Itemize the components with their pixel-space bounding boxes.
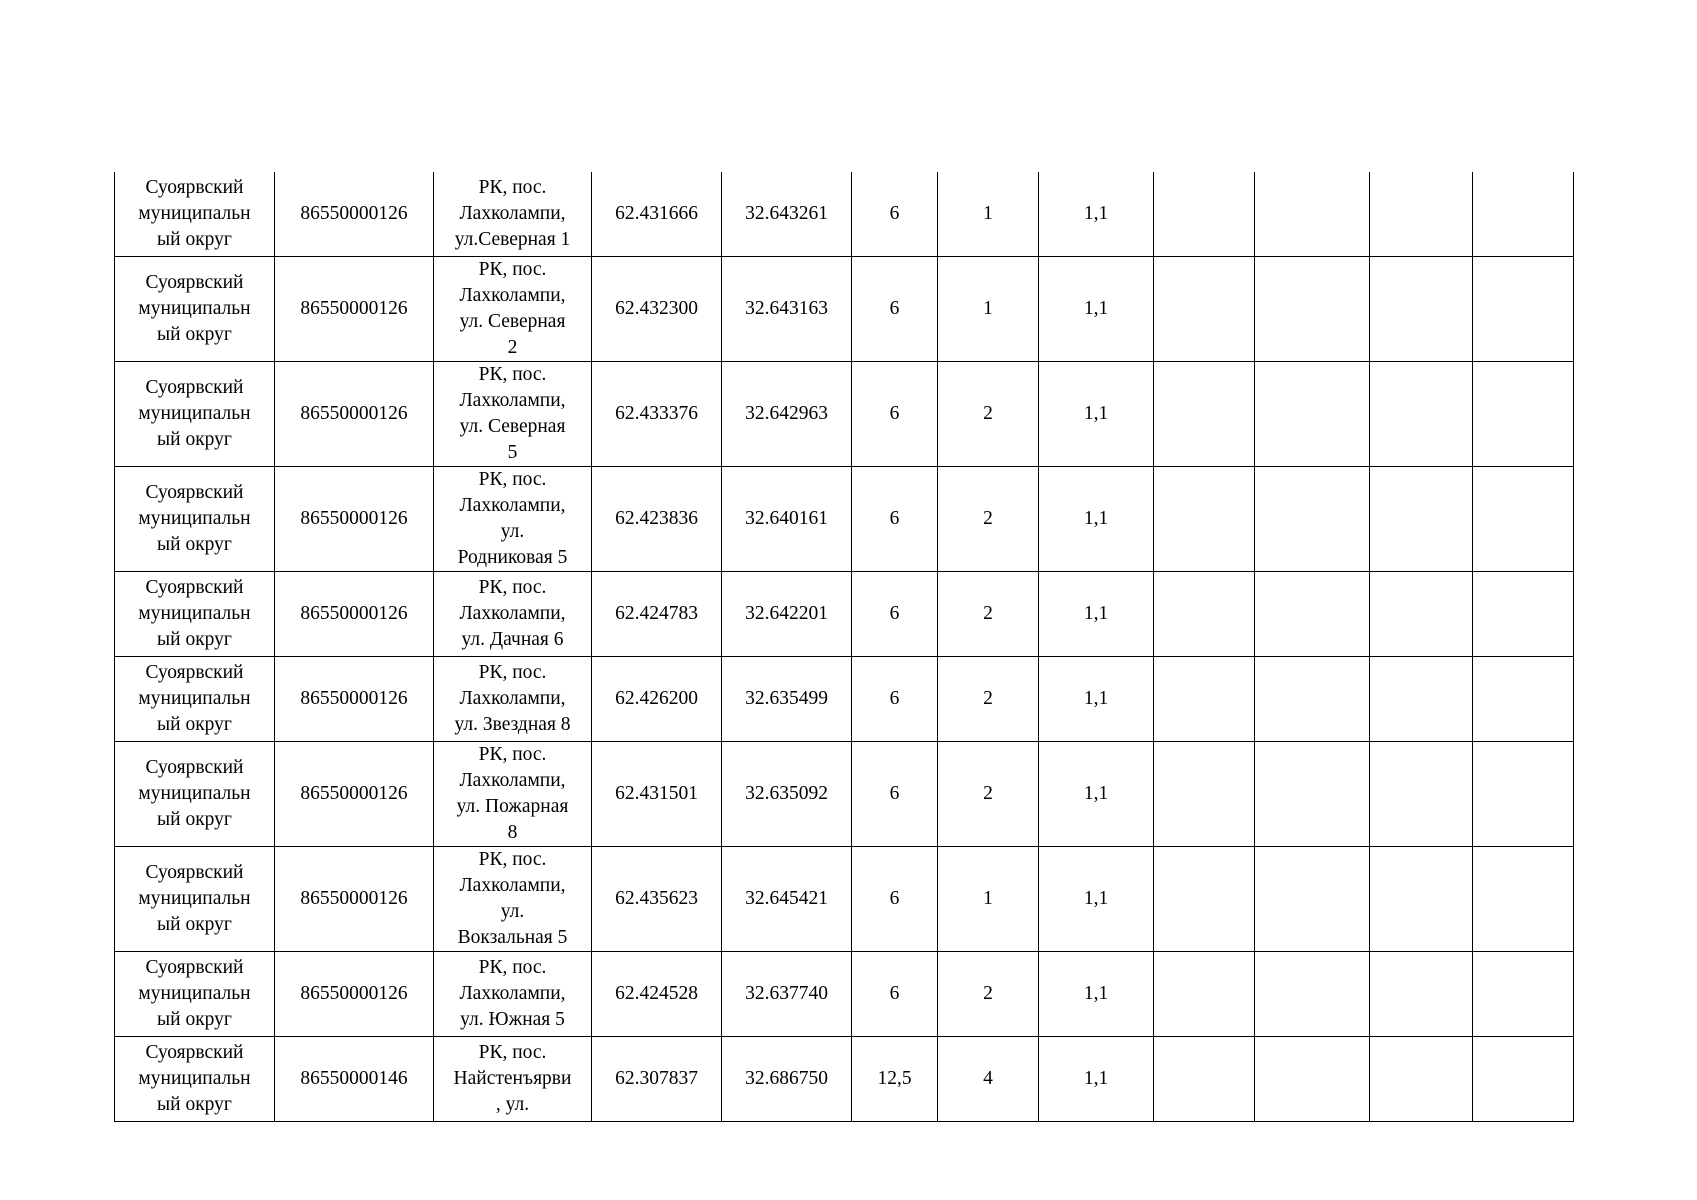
empty-cell bbox=[1255, 466, 1370, 571]
container-volume-cell-text: 1,1 bbox=[1083, 982, 1109, 1004]
oktmo-cell bbox=[275, 846, 434, 951]
empty-cell bbox=[1370, 361, 1473, 466]
longitude-cell bbox=[722, 466, 852, 571]
oktmo-cell-text: 86550000126 bbox=[300, 887, 408, 909]
table-row bbox=[115, 361, 1574, 466]
empty-cell bbox=[1154, 1036, 1255, 1121]
table-row bbox=[115, 571, 1574, 656]
district-cell-text: Суоярвский муниципальн ый округ bbox=[138, 271, 251, 345]
district-cell-text: Суоярвский муниципальн ый округ bbox=[138, 481, 251, 555]
container-count-cell bbox=[938, 741, 1039, 846]
area-cell bbox=[852, 656, 938, 741]
oktmo-cell-text: 86550000126 bbox=[300, 402, 408, 424]
empty-cell bbox=[1255, 951, 1370, 1036]
table-row bbox=[115, 951, 1574, 1036]
oktmo-cell-text: 86550000126 bbox=[300, 982, 408, 1004]
container-count-cell-text: 2 bbox=[983, 782, 993, 804]
address-cell bbox=[434, 256, 592, 361]
oktmo-cell-text: 86550000146 bbox=[300, 1067, 408, 1089]
district-cell bbox=[115, 741, 275, 846]
latitude-cell bbox=[592, 256, 722, 361]
empty-cell bbox=[1473, 951, 1574, 1036]
table-row bbox=[115, 846, 1574, 951]
district-cell bbox=[115, 951, 275, 1036]
district-cell bbox=[115, 1036, 275, 1121]
container-volume-cell bbox=[1039, 571, 1154, 656]
longitude-cell-text: 32.635499 bbox=[745, 687, 828, 709]
oktmo-cell bbox=[275, 256, 434, 361]
latitude-cell-text: 62.424783 bbox=[615, 602, 698, 624]
district-cell-text: Суоярвский муниципальн ый округ bbox=[138, 576, 251, 650]
longitude-cell bbox=[722, 951, 852, 1036]
waste-sites-table bbox=[114, 172, 1574, 1122]
table-row bbox=[115, 466, 1574, 571]
area-cell bbox=[852, 466, 938, 571]
longitude-cell-text: 32.642963 bbox=[745, 402, 828, 424]
latitude-cell bbox=[592, 1036, 722, 1121]
container-count-cell-text: 2 bbox=[983, 687, 993, 709]
latitude-cell bbox=[592, 361, 722, 466]
district-cell bbox=[115, 256, 275, 361]
area-cell-text: 12,5 bbox=[877, 1067, 912, 1089]
district-cell-text: Суоярвский муниципальн ый округ bbox=[138, 1041, 251, 1115]
container-count-cell-text: 4 bbox=[983, 1067, 993, 1089]
oktmo-cell bbox=[275, 172, 434, 256]
empty-cell bbox=[1154, 741, 1255, 846]
container-count-cell bbox=[938, 846, 1039, 951]
container-count-cell-text: 2 bbox=[983, 602, 993, 624]
district-cell-text: Суоярвский муниципальн ый округ bbox=[138, 376, 251, 450]
longitude-cell bbox=[722, 571, 852, 656]
address-cell-text: РК, пос. Лахколампи, ул. Северная 5 bbox=[459, 363, 566, 463]
longitude-cell-text: 32.642201 bbox=[745, 602, 828, 624]
latitude-cell-text: 62.435623 bbox=[615, 887, 698, 909]
oktmo-cell-text: 86550000126 bbox=[300, 782, 408, 804]
district-cell bbox=[115, 466, 275, 571]
oktmo-cell bbox=[275, 1036, 434, 1121]
district-cell-text: Суоярвский муниципальн ый округ bbox=[138, 661, 251, 735]
empty-cell bbox=[1255, 1036, 1370, 1121]
longitude-cell-text: 32.686750 bbox=[745, 1067, 828, 1089]
table-row bbox=[115, 1036, 1574, 1121]
area-cell-text: 6 bbox=[889, 687, 900, 709]
oktmo-cell bbox=[275, 571, 434, 656]
longitude-cell-text: 32.640161 bbox=[745, 507, 828, 529]
container-count-cell-text: 2 bbox=[983, 507, 993, 529]
longitude-cell bbox=[722, 656, 852, 741]
address-cell-text: РК, пос. Лахколампи, ул. Вокзальная 5 bbox=[457, 848, 568, 948]
address-cell-text: РК, пос. Лахколампи, ул. Северная 2 bbox=[459, 258, 566, 358]
address-cell bbox=[434, 846, 592, 951]
district-cell bbox=[115, 172, 275, 256]
oktmo-cell bbox=[275, 466, 434, 571]
latitude-cell-text: 62.431501 bbox=[615, 782, 698, 804]
oktmo-cell bbox=[275, 951, 434, 1036]
empty-cell bbox=[1473, 846, 1574, 951]
area-cell bbox=[852, 361, 938, 466]
empty-cell bbox=[1255, 571, 1370, 656]
empty-cell bbox=[1255, 846, 1370, 951]
district-cell-text: Суоярвский муниципальн ый округ bbox=[138, 176, 251, 250]
container-count-cell bbox=[938, 466, 1039, 571]
latitude-cell bbox=[592, 951, 722, 1036]
longitude-cell bbox=[722, 172, 852, 256]
longitude-cell bbox=[722, 846, 852, 951]
empty-cell bbox=[1255, 256, 1370, 361]
empty-cell bbox=[1370, 846, 1473, 951]
empty-cell bbox=[1255, 741, 1370, 846]
table-row bbox=[115, 256, 1574, 361]
latitude-cell-text: 62.307837 bbox=[615, 1067, 698, 1089]
empty-cell bbox=[1473, 466, 1574, 571]
container-volume-cell-text: 1,1 bbox=[1083, 1067, 1109, 1089]
container-volume-cell bbox=[1039, 951, 1154, 1036]
latitude-cell bbox=[592, 466, 722, 571]
longitude-cell-text: 32.637740 bbox=[745, 982, 828, 1004]
empty-cell bbox=[1473, 656, 1574, 741]
latitude-cell-text: 62.426200 bbox=[615, 687, 698, 709]
container-volume-cell-text: 1,1 bbox=[1083, 202, 1109, 224]
container-volume-cell-text: 1,1 bbox=[1083, 297, 1109, 319]
table-row bbox=[115, 172, 1574, 256]
container-volume-cell-text: 1,1 bbox=[1083, 402, 1109, 424]
empty-cell bbox=[1154, 466, 1255, 571]
container-count-cell-text: 1 bbox=[983, 887, 993, 909]
container-count-cell bbox=[938, 951, 1039, 1036]
empty-cell bbox=[1154, 256, 1255, 361]
district-cell bbox=[115, 361, 275, 466]
container-volume-cell bbox=[1039, 656, 1154, 741]
empty-cell bbox=[1473, 172, 1574, 256]
area-cell-text: 6 bbox=[889, 602, 900, 624]
container-volume-cell-text: 1,1 bbox=[1083, 687, 1109, 709]
table-body bbox=[115, 172, 1574, 1121]
oktmo-cell-text: 86550000126 bbox=[300, 602, 408, 624]
latitude-cell-text: 62.424528 bbox=[615, 982, 698, 1004]
latitude-cell bbox=[592, 656, 722, 741]
latitude-cell bbox=[592, 846, 722, 951]
area-cell-text: 6 bbox=[889, 507, 900, 529]
area-cell-text: 6 bbox=[889, 782, 900, 804]
oktmo-cell bbox=[275, 656, 434, 741]
area-cell-text: 6 bbox=[889, 202, 900, 224]
container-volume-cell bbox=[1039, 741, 1154, 846]
empty-cell bbox=[1154, 172, 1255, 256]
container-volume-cell-text: 1,1 bbox=[1083, 507, 1109, 529]
area-cell-text: 6 bbox=[889, 982, 900, 1004]
area-cell bbox=[852, 951, 938, 1036]
empty-cell bbox=[1370, 656, 1473, 741]
container-count-cell bbox=[938, 361, 1039, 466]
empty-cell bbox=[1370, 256, 1473, 361]
latitude-cell-text: 62.423836 bbox=[615, 507, 698, 529]
longitude-cell-text: 32.643261 bbox=[745, 202, 828, 224]
district-cell-text: Суоярвский муниципальн ый округ bbox=[138, 861, 251, 935]
area-cell bbox=[852, 846, 938, 951]
empty-cell bbox=[1473, 361, 1574, 466]
empty-cell bbox=[1370, 951, 1473, 1036]
container-volume-cell-text: 1,1 bbox=[1083, 602, 1109, 624]
container-volume-cell bbox=[1039, 466, 1154, 571]
address-cell bbox=[434, 741, 592, 846]
address-cell-text: РК, пос. Лахколампи, ул. Родниковая 5 bbox=[457, 468, 568, 568]
area-cell-text: 6 bbox=[889, 402, 900, 424]
address-cell-text: РК, пос. Лахколампи, ул. Южная 5 bbox=[459, 956, 566, 1030]
oktmo-cell bbox=[275, 361, 434, 466]
container-count-cell bbox=[938, 656, 1039, 741]
longitude-cell-text: 32.635092 bbox=[745, 782, 828, 804]
container-volume-cell-text: 1,1 bbox=[1083, 887, 1109, 909]
table-row bbox=[115, 656, 1574, 741]
district-cell bbox=[115, 571, 275, 656]
address-cell bbox=[434, 951, 592, 1036]
container-volume-cell bbox=[1039, 846, 1154, 951]
container-count-cell-text: 1 bbox=[983, 202, 993, 224]
longitude-cell bbox=[722, 361, 852, 466]
latitude-cell bbox=[592, 741, 722, 846]
area-cell-text: 6 bbox=[889, 887, 900, 909]
district-cell bbox=[115, 656, 275, 741]
area-cell-text: 6 bbox=[889, 297, 900, 319]
address-cell bbox=[434, 571, 592, 656]
table-row bbox=[115, 741, 1574, 846]
oktmo-cell-text: 86550000126 bbox=[300, 687, 408, 709]
longitude-cell-text: 32.645421 bbox=[745, 887, 828, 909]
address-cell bbox=[434, 1036, 592, 1121]
empty-cell bbox=[1370, 571, 1473, 656]
address-cell bbox=[434, 361, 592, 466]
oktmo-cell-text: 86550000126 bbox=[300, 202, 408, 224]
longitude-cell bbox=[722, 256, 852, 361]
container-count-cell-text: 2 bbox=[983, 402, 993, 424]
empty-cell bbox=[1473, 741, 1574, 846]
empty-cell bbox=[1473, 256, 1574, 361]
area-cell bbox=[852, 172, 938, 256]
district-cell-text: Суоярвский муниципальн ый округ bbox=[138, 756, 251, 830]
latitude-cell bbox=[592, 571, 722, 656]
empty-cell bbox=[1370, 741, 1473, 846]
empty-cell bbox=[1255, 172, 1370, 256]
empty-cell bbox=[1154, 846, 1255, 951]
address-cell-text: РК, пос. Лахколампи, ул. Звездная 8 bbox=[454, 661, 571, 735]
empty-cell bbox=[1473, 571, 1574, 656]
oktmo-cell-text: 86550000126 bbox=[300, 297, 408, 319]
empty-cell bbox=[1370, 466, 1473, 571]
address-cell-text: РК, пос. Лахколампи, ул. Дачная 6 bbox=[459, 576, 566, 650]
address-cell-text: РК, пос. Лахколампи, ул. Пожарная 8 bbox=[456, 743, 569, 843]
address-cell bbox=[434, 656, 592, 741]
longitude-cell bbox=[722, 1036, 852, 1121]
oktmo-cell-text: 86550000126 bbox=[300, 507, 408, 529]
latitude-cell-text: 62.431666 bbox=[615, 202, 698, 224]
area-cell bbox=[852, 571, 938, 656]
container-volume-cell bbox=[1039, 256, 1154, 361]
empty-cell bbox=[1154, 951, 1255, 1036]
address-cell bbox=[434, 172, 592, 256]
area-cell bbox=[852, 256, 938, 361]
empty-cell bbox=[1370, 172, 1473, 256]
container-volume-cell bbox=[1039, 172, 1154, 256]
oktmo-cell bbox=[275, 741, 434, 846]
address-cell-text: РК, пос. Лахколампи, ул.Северная 1 bbox=[454, 176, 571, 250]
container-volume-cell bbox=[1039, 361, 1154, 466]
container-count-cell bbox=[938, 256, 1039, 361]
container-volume-cell-text: 1,1 bbox=[1083, 782, 1109, 804]
container-count-cell-text: 1 bbox=[983, 297, 993, 319]
address-cell-text: РК, пос. Найстенъярви , ул. bbox=[453, 1041, 572, 1115]
latitude-cell-text: 62.433376 bbox=[615, 402, 698, 424]
empty-cell bbox=[1255, 656, 1370, 741]
empty-cell bbox=[1154, 571, 1255, 656]
empty-cell bbox=[1370, 1036, 1473, 1121]
container-count-cell bbox=[938, 1036, 1039, 1121]
district-cell-text: Суоярвский муниципальн ый округ bbox=[138, 956, 251, 1030]
empty-cell bbox=[1154, 361, 1255, 466]
container-count-cell bbox=[938, 571, 1039, 656]
empty-cell bbox=[1473, 1036, 1574, 1121]
container-count-cell-text: 2 bbox=[983, 982, 993, 1004]
container-count-cell bbox=[938, 172, 1039, 256]
latitude-cell bbox=[592, 172, 722, 256]
longitude-cell-text: 32.643163 bbox=[745, 297, 828, 319]
address-cell bbox=[434, 466, 592, 571]
empty-cell bbox=[1255, 361, 1370, 466]
area-cell bbox=[852, 741, 938, 846]
container-volume-cell bbox=[1039, 1036, 1154, 1121]
longitude-cell bbox=[722, 741, 852, 846]
district-cell bbox=[115, 846, 275, 951]
empty-cell bbox=[1154, 656, 1255, 741]
latitude-cell-text: 62.432300 bbox=[615, 297, 698, 319]
area-cell bbox=[852, 1036, 938, 1121]
